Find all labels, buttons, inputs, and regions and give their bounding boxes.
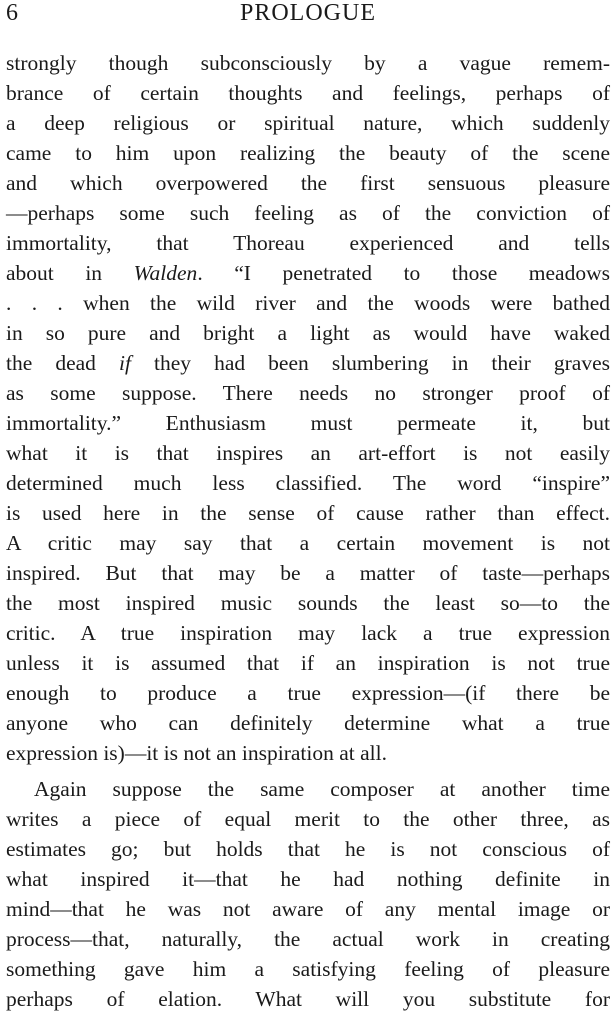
- text-line: a deep religious or spiritual nature, which suddenly: [6, 111, 610, 135]
- text-line: A critic may say that a certain movement is not: [6, 531, 610, 555]
- running-head: PROLOGUE: [239, 0, 376, 26]
- text-line: [6, 348, 610, 378]
- text-line: —perhaps some such feeling as of the conviction of: [6, 201, 610, 225]
- text-line: writes a piece of equal merit to the other three, as: [6, 807, 610, 831]
- text-line: enough to produce a true expression—(if there be: [6, 681, 610, 705]
- page-number: 6: [6, 0, 18, 26]
- text-line: immortality, that Thoreau experienced and tells: [6, 231, 610, 255]
- text-line: what inspired it—that he had nothing definite in: [6, 867, 610, 891]
- text-line: mind—that he was not aware of any mental image or: [6, 897, 610, 921]
- text-line: brance of certain thoughts and feelings, perhaps of: [6, 81, 610, 105]
- text-line: in so pure and bright a light as would have waked: [6, 321, 610, 345]
- text-line: and which overpowered the first sensuous pleasure: [6, 171, 610, 195]
- text-line: inspired. But that may be a matter of taste—perhaps: [6, 561, 610, 585]
- page-header: [6, 0, 610, 30]
- text-line: expression is)—it is not an inspiration at all.: [6, 741, 387, 765]
- text-line: perhaps of elation. What will you substitute for: [6, 987, 610, 1011]
- text-line: anyone who can definitely determine what a true: [6, 711, 610, 735]
- text-segment: the dead: [6, 351, 119, 375]
- text-line: [6, 258, 610, 288]
- text-line: estimates go; but holds that he is not conscious of: [6, 837, 610, 861]
- text-segment: . “I penetrated to those meadows: [197, 261, 610, 285]
- text-line: determined much less classified. The word “inspire”: [6, 471, 610, 495]
- text-line: strongly though subconsciously by a vague remem-: [6, 51, 610, 75]
- text-line: the most inspired music sounds the least so—to the: [6, 591, 610, 615]
- text-segment: they had been slumbering in their graves: [130, 351, 610, 375]
- italic-text: Walden: [133, 261, 198, 285]
- text-line: Again suppose the same composer at another time: [34, 777, 610, 801]
- text-segment: about in: [6, 261, 134, 285]
- text-line: . . . when the wild river and the woods were bathed: [6, 291, 610, 315]
- text-line: came to him upon realizing the beauty of the scene: [6, 141, 610, 165]
- text-line: what it is that inspires an art-effort is not easily: [6, 441, 610, 465]
- text-line: is used here in the sense of cause rather than effect.: [6, 501, 610, 525]
- paragraph: [6, 774, 610, 1014]
- body-text: [6, 48, 610, 1014]
- text-line: critic. A true inspiration may lack a true expression: [6, 621, 610, 645]
- text-line: something gave him a satisfying feeling of pleasure: [6, 957, 610, 981]
- text-line: process—that, naturally, the actual work in creating: [6, 927, 610, 951]
- paragraph: [6, 48, 610, 768]
- text-line: as some suppose. There needs no stronger proof of: [6, 381, 610, 405]
- text-line: unless it is assumed that if an inspiration is not true: [6, 651, 610, 675]
- italic-text: if: [118, 351, 131, 375]
- text-line: immortality.” Enthusiasm must permeate it, but: [6, 411, 610, 435]
